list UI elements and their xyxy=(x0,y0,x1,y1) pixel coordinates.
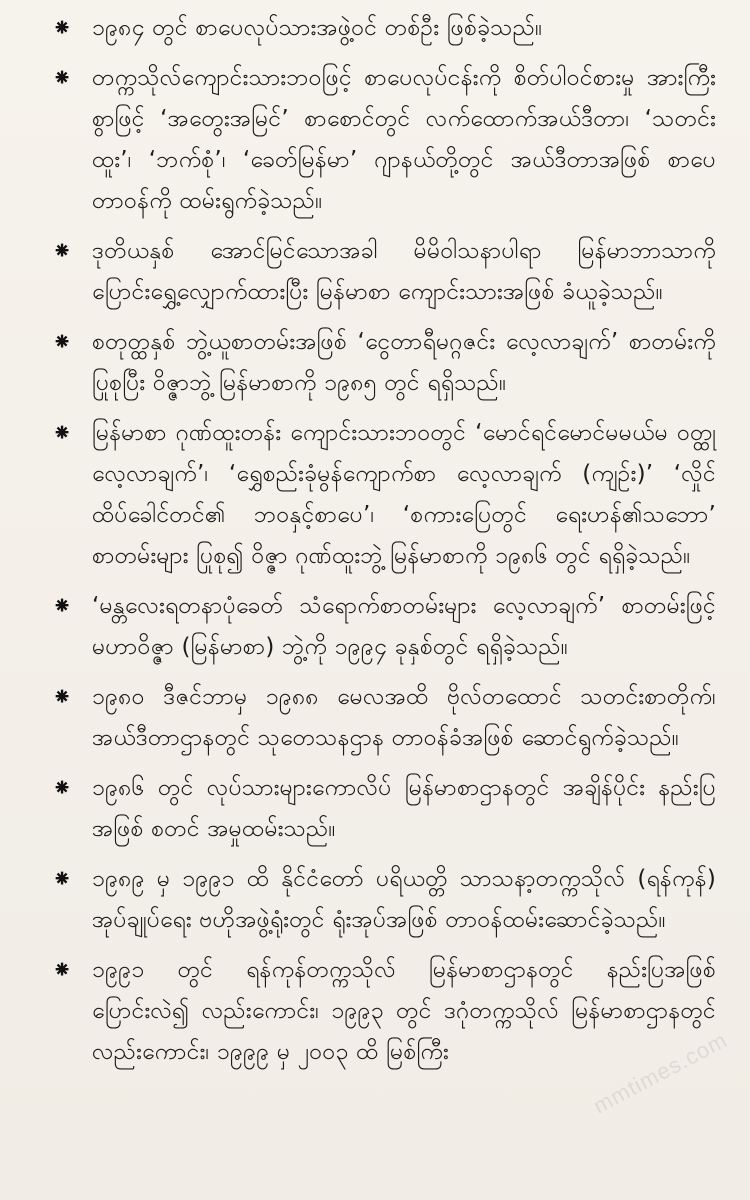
bio-entry-text: ၁၉၈၀ ဒီဇင်ဘာမှ ၁၉၈၈ မေလအထိ ဗိုလ်တထောင် သတင်းစာတိုက်၊ အယ်ဒီတာဌာနတွင် သုတေသနဌာန တာဝန်ခံအဖြစ် ဆောင်ရွက်ခဲ့သည်။ xyxy=(92,684,716,751)
bio-entry xyxy=(48,322,716,404)
bio-entry-text: တက္ကသိုလ်ကျောင်းသားဘဝဖြင့် စာပေလုပ်ငန်းကို စိတ်ပါဝင်စားမှု အားကြီးစွာဖြင့် ‘အတွေးအမြင်’ စာစောင်တွင် လက်ထောက်အယ်ဒီတာ၊ ‘သတင်းထူး’၊ ‘ဘက်စုံ’၊ ‘ခေတ်မြန်မာ’ ဂျာနယ်တို့တွင် အယ်ဒီတာအဖြစ် စာပေတာဝန်ကို ထမ်းရွက်ခဲ့သည်။ xyxy=(92,65,716,214)
asterisk-bullet-icon: ⁕ xyxy=(51,865,73,893)
bio-entry xyxy=(48,768,716,850)
bio-entry-text: ဒုတိယနှစ် အောင်မြင်သောအခါ မိမိဝါသနာပါရာ မြန်မာဘာသာကို ပြောင်းရွှေ့လျှောက်ထားပြီး မြန်မာစာ ကျောင်းသားအဖြစ် ခံယူခဲ့သည်။ xyxy=(92,238,716,305)
asterisk-bullet-icon: ⁕ xyxy=(51,14,73,42)
bio-entry xyxy=(48,677,716,759)
bio-entry xyxy=(48,413,716,577)
asterisk-bullet-icon: ⁕ xyxy=(51,956,73,984)
bio-entry-text: ၁၉၈၉ မှ ၁၉၉၁ ထိ နိုင်ငံတော် ပရိယတ္တိ သာသနာ့တက္ကသိုလ် (ရန်ကုန်) အုပ်ချုပ်ရေး ဗဟိုအဖွဲ့ရုံးတွင် ရုံးအုပ်အဖြစ် တာဝန်ထမ်းဆောင်ခဲ့သည်။ xyxy=(92,866,716,933)
watermark: mmtimes.com xyxy=(589,1027,732,1119)
asterisk-bullet-icon: ⁕ xyxy=(51,774,73,802)
asterisk-bullet-icon: ⁕ xyxy=(51,683,73,711)
bio-entry-text: ‘မန္တလေးရတနာပုံခေတ် သံရောက်စာတမ်းများ လေ့လာချက်’ စာတမ်းဖြင့် မဟာဝိဇ္ဇာ (မြန်မာစာ) ဘွဲ့ကို ၁၉၉၄ ခုနှစ်တွင် ရရှိခဲ့သည်။ xyxy=(92,593,716,660)
bio-entry xyxy=(48,586,716,668)
bio-entry-text: မြန်မာစာ ဂုဏ်ထူးတန်း ကျောင်းသားဘဝတွင် ‘မောင်ရင်မောင်မမယ်မ ဝတ္ထုလေ့လာချက်’၊ ‘ရွှေစည်းခုံမွန်ကျောက်စာ လေ့လာချက် (ကျဉ်း)’ ‘လှိုင်ထိပ်ခေါင်တင်၏ ဘဝနှင့်စာပေ’၊ ‘စကားပြေတွင် ရေးဟန်၏သဘော’ စာတမ်းများ ပြုစု၍ ဝိဇ္ဇာ ဂုဏ်ထူးဘွဲ့ မြန်မာစာကို ၁၉၈၆ တွင် ရရှိခဲ့သည်။ xyxy=(92,420,716,569)
bio-entry xyxy=(48,859,716,941)
asterisk-bullet-icon: ⁕ xyxy=(51,237,73,265)
bio-entry xyxy=(48,950,716,1073)
asterisk-bullet-icon: ⁕ xyxy=(51,328,73,356)
asterisk-bullet-icon: ⁕ xyxy=(51,592,73,620)
bio-entry-text: ၁၉၈၆ တွင် လုပ်သားများကောလိပ် မြန်မာစာဌာနတွင် အချိန်ပိုင်း နည်းပြအဖြစ် စတင် အမှုထမ်းသည်။ xyxy=(92,775,716,842)
bio-entry-list xyxy=(48,8,716,1073)
bio-entry xyxy=(48,231,716,313)
bio-entry xyxy=(48,58,716,222)
bio-entry-text: ၁၉၈၄ တွင် စာပေလုပ်သားအဖွဲ့ဝင် တစ်ဦး ဖြစ်ခဲ့သည်။ xyxy=(92,15,543,41)
asterisk-bullet-icon: ⁕ xyxy=(51,64,73,92)
bio-entry-text: ၁၉၉၁ တွင် ရန်ကုန်တက္ကသိုလ် မြန်မာစာဌာနတွင် နည်းပြအဖြစ် ပြောင်းလဲ၍ လည်းကောင်း၊ ၁၉၉၃ တွင် ဒဂုံတက္ကသိုလ် မြန်မာစာဌာနတွင် လည်းကောင်း၊ ၁၉၉၉ မှ ၂၀၀၃ ထိ မြစ်ကြီး xyxy=(92,957,716,1065)
bio-entry-text: စတုတ္ထနှစ် ဘွဲ့ယူစာတမ်းအဖြစ် ‘ငွေတာရီမဂ္ဂဇင်း လေ့လာချက်’ စာတမ်းကို ပြုစုပြီး ဝိဇ္ဇာဘွဲ့ မြန်မာစာကို ၁၉၈၅ တွင် ရရှိသည်။ xyxy=(92,329,716,396)
asterisk-bullet-icon: ⁕ xyxy=(51,419,73,447)
bio-entry xyxy=(48,8,716,49)
